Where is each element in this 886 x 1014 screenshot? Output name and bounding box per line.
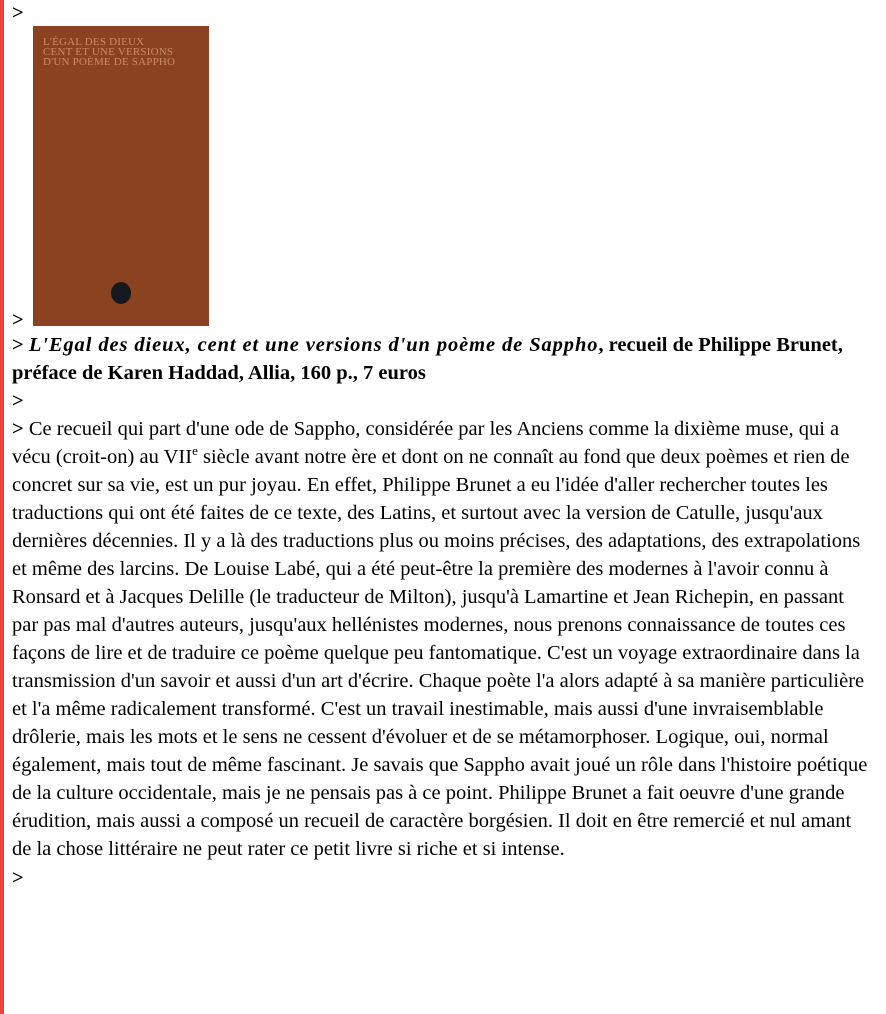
book-details: , recueil de Philippe Brunet, préface de Karen Haddad, Allia, 160 p., 7 euros bbox=[12, 334, 843, 384]
book-title: L'Egal des dieux, cent et une versions d'un poème de Sappho bbox=[28, 334, 599, 356]
review-text-rest: siècle avant notre ère et dont on ne connaît au fond que deux poèmes et rien de concret sur sa vie, est un pur joyau. En effet, Philippe Brunet a eu l'idée d'aller rechercher toutes les traductions qui ont été faites de ce texte, des Latins, et surtout avec la version de Catulle, jusqu'aux dernières décennies. Il y a là des traductions plus ou moins précises, des adaptations, des extrapolations et même des larcins. De Louise Labé, qui a été peut-être la première des modernes à l'avoir connu à Ronsard et à Jacques Delille (le traducteur de Milton), jusqu'à Lamartine et Jean Richepin, en passant par pas mal d'autres auteurs, jusqu'aux hellénistes modernes, nous prenons connaissance de toutes ces façons de lire et de traduire ce poème quelque peu fantomatique. C'est un voyage extraordinaire dans la transmission d'un savoir et aussi d'un art d'écrire. Chaque poète l'a alors adapté à sa manière particulière et l'a même radicalement transformé. C'est un travail inestimable, mais aussi d'une invraisemblable drôlerie, mais les mots et le sens ne cessent d'évoluer et de se métamorphoser. Logique, oui, normal également, mais tout de même fascinant. Je savais que Sappho avait joué un rôle dans l'histoire poétique de la culture occidentale, mais je ne pensais pas à ce point. Philippe Brunet a fait oeuvre d'une grande érudition, mais aussi a composé un recueil de caractère borgésien. Il doit en être remercié et nul amant de la chose littéraire ne peut rater ce petit livre si riche et si intense. bbox=[12, 446, 868, 860]
quote-marker: > bbox=[12, 390, 24, 412]
century-superscript: e bbox=[192, 443, 198, 459]
quote-marker: > bbox=[12, 418, 24, 440]
book-cover-title bbox=[43, 37, 203, 67]
publisher-logo-icon bbox=[111, 282, 131, 304]
book-cover-title-line: L'ÉGAL DES DIEUX bbox=[43, 36, 145, 48]
review-paragraph bbox=[12, 415, 872, 863]
book-cover-title-line: CENT ET UNE VERSIONS bbox=[43, 46, 174, 58]
quote-bar bbox=[0, 0, 4, 1014]
book-cover-image bbox=[33, 26, 209, 326]
quote-marker: > bbox=[12, 334, 24, 356]
quoted-message bbox=[12, 0, 872, 893]
quote-marker: > bbox=[12, 309, 24, 331]
quote-line bbox=[12, 387, 872, 415]
book-cover-row bbox=[12, 26, 872, 331]
review-text-start: Ce recueil qui part d'une ode de Sappho, considérée par les Anciens comme la dixième muse, qui a vécu (croit-on) au VII bbox=[12, 418, 840, 468]
book-reference bbox=[12, 331, 872, 387]
quote-line bbox=[12, 0, 872, 26]
quote-line bbox=[12, 863, 872, 893]
quote-marker: > bbox=[12, 2, 24, 24]
quote-marker: > bbox=[12, 867, 24, 889]
book-cover-title-line: D'UN POÈME DE SAPPHO bbox=[43, 56, 176, 68]
